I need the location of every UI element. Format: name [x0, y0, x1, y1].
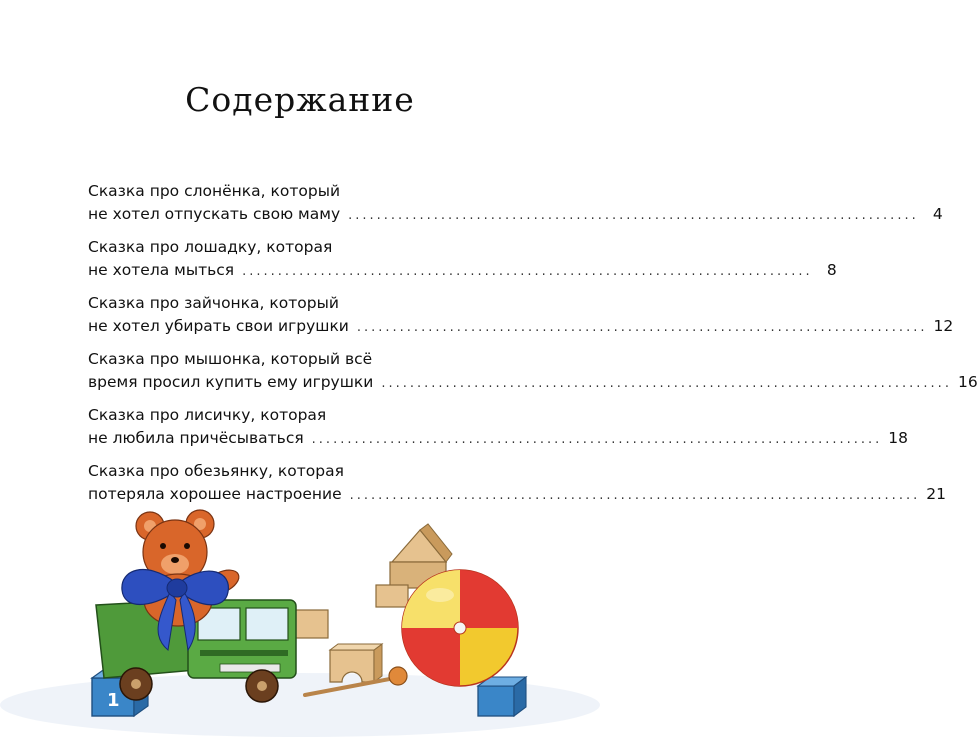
toc-entry[interactable] [88, 404, 908, 451]
toc-entry-title-cont: не любила причёсываться [88, 429, 304, 447]
ball-icon [402, 570, 518, 686]
toc-entry-title: Сказка про обезьянку, которая [88, 462, 344, 480]
toc-entry-title: Сказка про лисичку, которая [88, 406, 327, 424]
toc-leader-dots: ................................................................................ [381, 376, 952, 391]
toc-leader-dots: ................................................................................ [311, 432, 883, 447]
toc-page-number: 4 [932, 205, 943, 223]
toc-page-number: 8 [826, 261, 837, 279]
toc-entry-title-cont: не хотел убирать свои игрушки [88, 317, 349, 335]
toc-entry-title: Сказка про мышонка, который всё [88, 350, 373, 368]
toc-leader-dots: ................................................................................ [356, 320, 928, 335]
toc-entry[interactable] [88, 292, 954, 339]
toc-entry-title: Сказка про слонёнка, который [88, 182, 341, 200]
toc-page-number: 21 [926, 485, 946, 503]
toc-entry[interactable] [88, 348, 978, 395]
toc-entry-title: Сказка про зайчонка, который [88, 294, 339, 312]
toc-page-number: 16 [957, 373, 978, 391]
toc-entry[interactable] [88, 180, 943, 227]
toc-page-number: 12 [933, 317, 954, 335]
page-title: Содержание [185, 80, 415, 119]
toc-leader-dots: ................................................................................ [348, 208, 919, 223]
toc-leader-dots: ................................................................................ [349, 488, 921, 503]
table-of-contents [88, 180, 978, 516]
toc-entry-title-cont: не хотела мыться [88, 261, 235, 279]
toc-page-number: 18 [888, 429, 908, 447]
toc-entry-title-cont: не хотел отпускать свою маму [88, 205, 341, 223]
toys-illustration [0, 500, 600, 750]
toc-entry-title: Сказка про лошадку, которая [88, 238, 333, 256]
svg-text:1: 1 [107, 690, 120, 711]
toc-entry-title-cont: время просил купить ему игрушки [88, 373, 374, 391]
toc-entry[interactable] [88, 236, 837, 283]
toc-leader-dots: ................................................................................ [242, 264, 813, 279]
toc-entry-title-cont: потеряла хорошее настроение [88, 485, 342, 503]
small-cube-icon [478, 677, 526, 716]
